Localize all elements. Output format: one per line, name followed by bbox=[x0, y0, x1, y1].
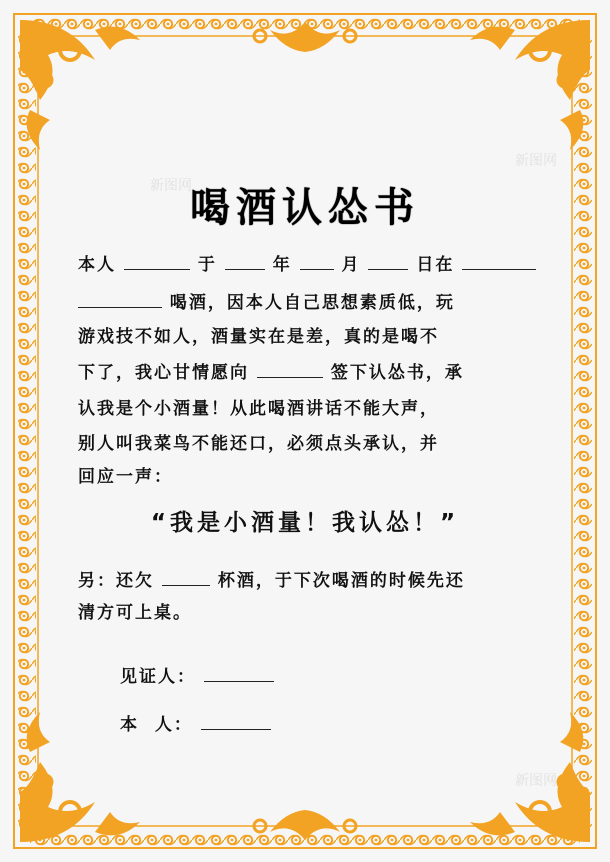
note-line bbox=[78, 566, 465, 591]
witness-signature-field[interactable] bbox=[204, 667, 274, 682]
witness-row bbox=[120, 662, 274, 687]
line-date bbox=[78, 250, 536, 275]
note-line-2: 清方可上桌。 bbox=[78, 603, 192, 623]
line-4 bbox=[78, 358, 464, 383]
pledge-quote: “我是小酒量！我认怂！” bbox=[150, 510, 460, 536]
self-row bbox=[120, 710, 271, 735]
line-5: 认我是个小酒量！从此喝酒讲话不能大声， bbox=[78, 399, 439, 419]
self-signature-field[interactable] bbox=[201, 715, 271, 730]
watermark: 新图网 bbox=[515, 153, 557, 169]
text-segment: 另：还欠 bbox=[78, 571, 154, 591]
blank-name[interactable] bbox=[124, 255, 190, 270]
text-segment: 日在 bbox=[416, 255, 455, 275]
line-3: 游戏技不如人，酒量实在是差，真的是喝不 bbox=[78, 327, 439, 347]
blank-recipient[interactable] bbox=[257, 363, 323, 378]
blank-place-cont[interactable] bbox=[78, 293, 162, 308]
watermark: 新图网 bbox=[515, 773, 557, 789]
line-6: 别人叫我菜鸟不能还口，必须点头承认，并 bbox=[78, 434, 439, 454]
text-segment: 本人 bbox=[78, 255, 116, 275]
blank-month[interactable] bbox=[300, 255, 334, 270]
line-2 bbox=[78, 288, 455, 313]
text-segment: 杯酒，于下次喝酒的时候先还 bbox=[217, 571, 465, 591]
text-segment: 于 bbox=[197, 255, 217, 275]
witness-label: 见证人： bbox=[120, 667, 196, 687]
line-7: 回应一声： bbox=[78, 467, 173, 487]
page-title: 喝酒认怂书 bbox=[190, 185, 420, 231]
text-segment: 月 bbox=[341, 255, 361, 275]
text-segment: 年 bbox=[272, 255, 292, 275]
text-segment: 下了，我心甘情愿向 bbox=[78, 363, 249, 383]
text-segment: 喝酒，因本人自己思想素质低，玩 bbox=[169, 293, 455, 313]
blank-year[interactable] bbox=[225, 255, 265, 270]
blank-day[interactable] bbox=[368, 255, 408, 270]
self-label: 本 人： bbox=[120, 715, 193, 735]
watermark: 新图网 bbox=[150, 178, 192, 194]
blank-place[interactable] bbox=[462, 255, 536, 270]
blank-drink-count[interactable] bbox=[162, 571, 210, 586]
text-segment: 签下认怂书，承 bbox=[330, 363, 464, 383]
